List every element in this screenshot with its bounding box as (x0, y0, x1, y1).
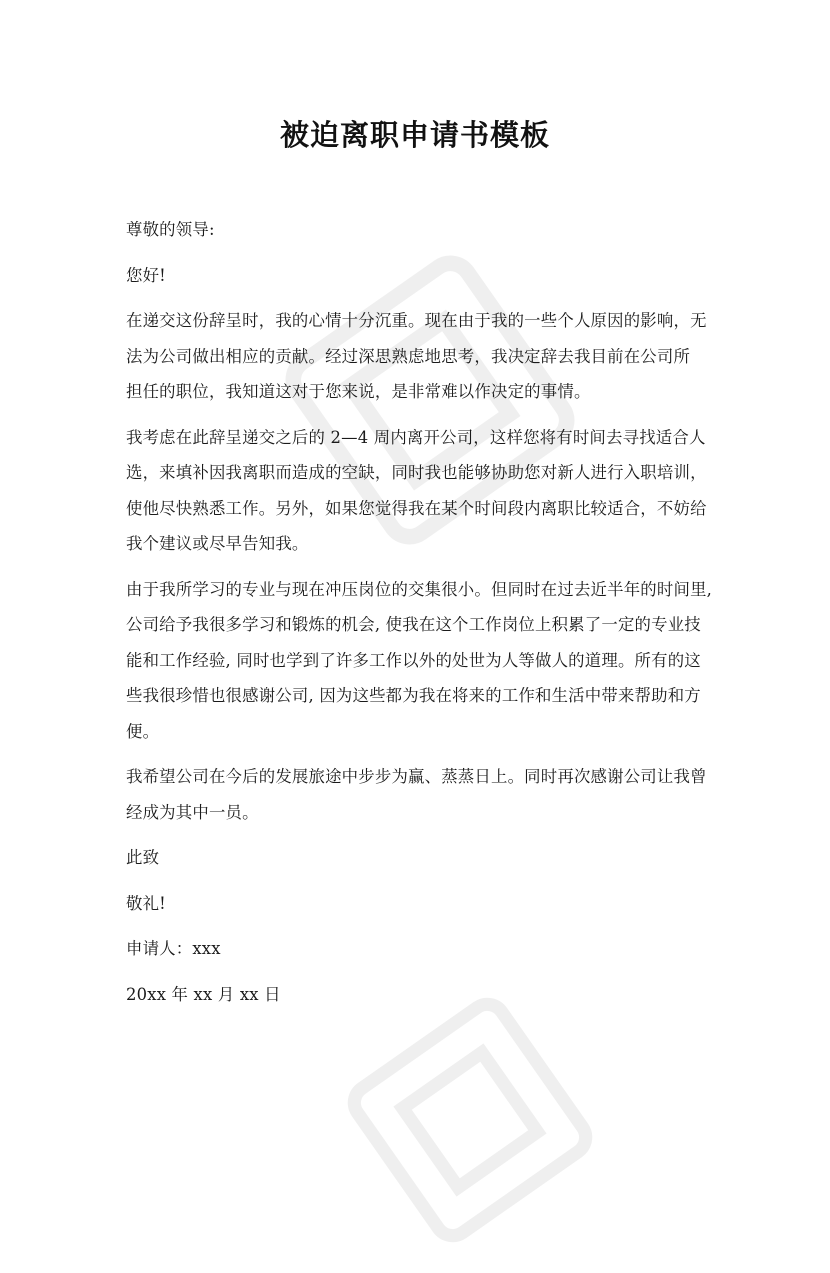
paragraph-line: 能和工作经验, 同时也学到了许多工作以外的处世为人等做人的道理。所有的这 (126, 650, 701, 670)
paragraph-line: 担任的职位，我知道这对于您来说，是非常难以作决定的事情。 (126, 382, 591, 401)
paragraph-line: 我考虑在此辞呈递交之后的 2—4 周内离开公司，这样您将有时间去寻找适合人 (126, 427, 706, 447)
paragraph-line: 便。 (126, 721, 160, 741)
application-date: 20xx 年 xx 月 xx 日 (126, 984, 281, 1004)
paragraph-line: 我希望公司在今后的发展旅途中步步为赢、蒸蒸日上。同时再次感谢公司让我曾 (126, 767, 707, 786)
paragraph-line: 我个建议或尽早告知我。 (126, 534, 309, 553)
closing-regards: 敬礼! (126, 893, 166, 913)
paragraph-line: 法为公司做出相应的贡献。经过深思熟虑地思考，我决定辞去我目前在公司所 (126, 346, 691, 366)
paragraph-line: 些我很珍惜也很感谢公司, 因为这些都为我在将来的工作和生活中带来帮助和方 (126, 686, 701, 705)
paragraph-line: 公司给予我很多学习和锻炼的机会, 使我在这个工作岗位上积累了一定的专业技 (126, 615, 701, 634)
paragraph-line: 选，来填补因我离职而造成的空缺，同时我也能够协助您对新人进行入职培训， (126, 463, 707, 482)
closing-line: 此致 (126, 848, 160, 867)
paragraph-line: 经成为其中一员。 (126, 802, 259, 822)
paragraph-line: 使他尽快熟悉工作。另外，如果您觉得我在某个时间段内离职比较适合，不妨给 (126, 498, 707, 518)
applicant-name: 申请人：xxx (126, 939, 221, 958)
document-title: 被迫离职申请书模板 (279, 118, 550, 152)
paragraph-line: 在递交这份辞呈时，我的心情十分沉重。现在由于我的一些个人原因的影响，无 (126, 311, 707, 330)
paragraph-line: 由于我所学习的专业与现在冲压岗位的交集很小。但同时在过去近半年的时间里, (126, 579, 713, 599)
letter-body (126, 212, 716, 1012)
greeting: 您好! (126, 265, 166, 285)
salutation: 尊敬的领导: (126, 220, 215, 239)
watermark-icon (317, 967, 623, 1273)
